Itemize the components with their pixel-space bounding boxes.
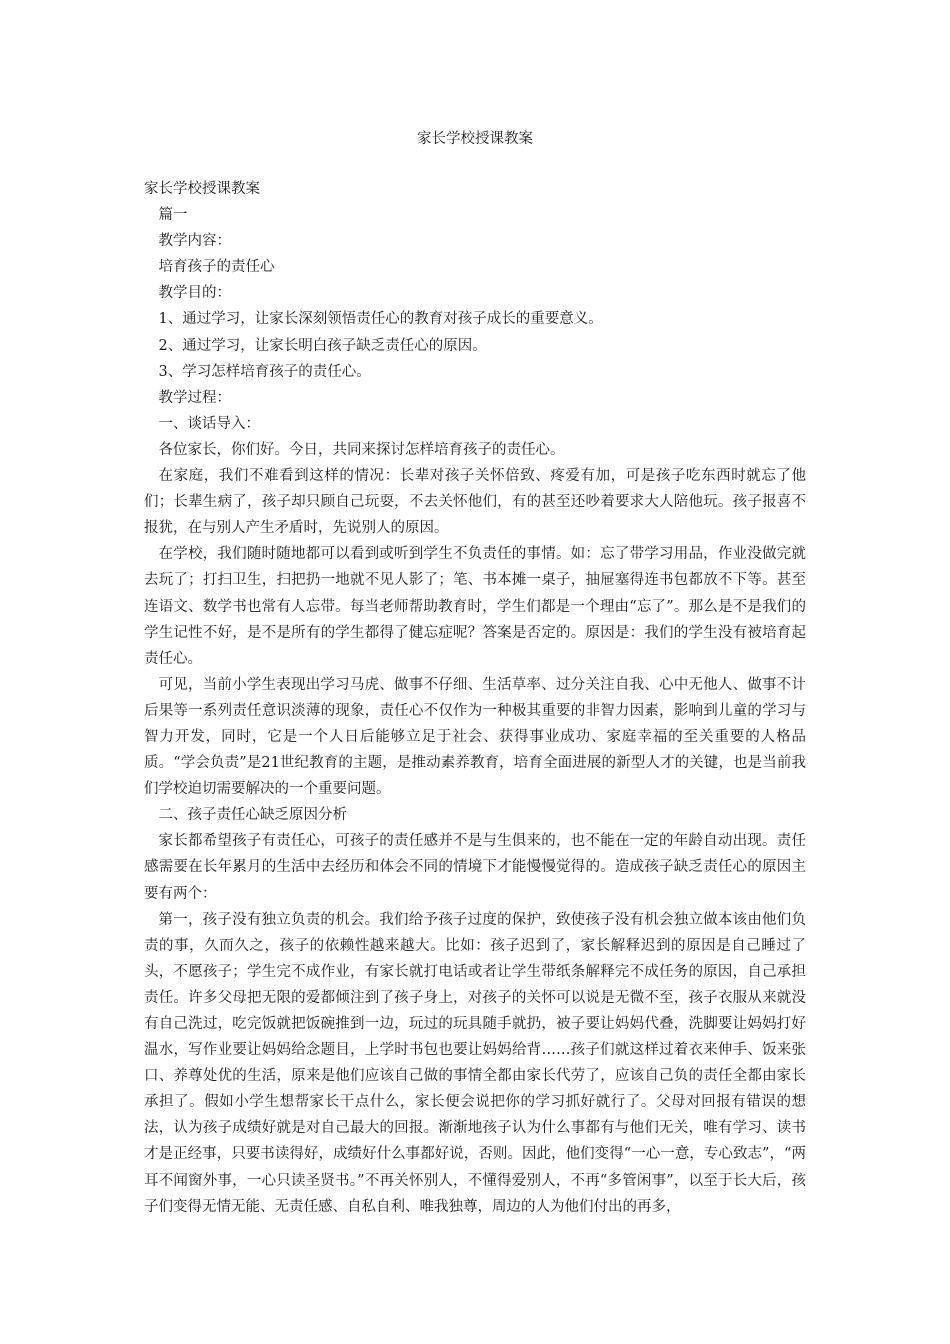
- paragraph: 2、通过学习，让家长明白孩子缺乏责任心的原因。: [158, 337, 487, 354]
- paragraph: 一、谈话导入：: [158, 415, 260, 432]
- paragraph: 3、学习怎样培育孩子的责任心。: [158, 363, 371, 380]
- paragraph: 篇一: [158, 207, 188, 224]
- paragraph: 教学目的：: [158, 285, 231, 302]
- paragraph: 二、孩子责任心缺乏原因分析: [158, 807, 347, 824]
- paragraph: 在家庭，我们不难看到这样的情况：长辈对孩子关怀倍致、疼爱有加，可是孩子吃东西时就忘了他们；长辈生病了，孩子却只顾自己玩耍，不去关怀他们，有的甚至还吵着要求大人陪他玩。孩子报喜不报犹，在与别人产生矛盾时，先说别人的原因。: [144, 468, 806, 537]
- paragraph: 各位家长，你们好。今日，共同来探讨怎样培育孩子的责任心。: [158, 441, 565, 458]
- paragraph: 在学校，我们随时随地都可以看到或听到学生不负责任的事情。如：忘了带学习用品，作业没做完就去玩了；打扫卫生，扫把扔一地就不见人影了；笔、书本摊一桌子，抽屉塞得连书包都放不下等。甚至连语文、数学书也常有人忘带。每当老师帮助教育时，学生们都是一个理由“忘了”。那么是不是我们的学生记性不好，是不是所有的学生都得了健忘症呢？答案是否定的。原因是：我们的学生没有被培育起责任心。: [144, 546, 806, 667]
- paragraph: 家长都希望孩子有责任心，可孩子的责任感并不是与生俱来的，也不能在一定的年龄自动出现。责任感需要在长年累月的生活中去经历和体会不同的情境下才能慢慢觉得的。造成孩子缺乏责任心的原因主要有两个：: [144, 833, 806, 902]
- paragraph: 1、通过学习，让家长深刻领悟责任心的教育对孩子成长的重要意义。: [158, 311, 603, 328]
- document-body: [144, 176, 806, 1220]
- paragraph: 第一，孩子没有独立负责的机会。我们给予孩子过度的保护，致使孩子没有机会独立做本该由他们负责的事，久而久之，孩子的依赖性越来越大。比如：孩子迟到了，家长解释迟到的原因是自己睡过了头，不愿孩子；学生完不成作业，有家长就打电话或者让学生带纸条解释完不成任务的原因，自己承担责任。许多父母把无限的爱都倾注到了孩子身上，对孩子的关怀可以说是无微不至，孩子衣服从来就没有自己洗过，吃完饭就把饭碗推到一边，玩过的玩具随手就扔，被子要让妈妈代叠，洗脚要让妈妈打好温水，写作业要让妈妈给念题目，上学时书包也要让妈妈给背……孩子们就这样过着衣来伸手、饭来张口、养尊处优的生活，原来是他们应该自己做的事情全都由家长代劳了，应该自己负的责任全都由家长承担了。假如小学生想帮家长干点什么，家长便会说把你的学习抓好就行了。父母对回报有错误的想法，认为孩子成绩好就是对自己最大的回报。渐渐地孩子认为什么事都有与他们无关，唯有学习、读书才是正经事，只要书读得好，成绩好什么事都好说，否则。因此，他们变得“一心一意，专心致志”，“两耳不闻窗外事，一心只读圣贤书。”不再关怀别人，不懂得爱别人，不再“多管闲事”，以至于长大后，孩子们变得无情无能、无责任感、自私自利、唯我独尊，周边的人为他们付出的再多，: [144, 911, 806, 1215]
- paragraph: 教学过程：: [158, 389, 231, 406]
- paragraph: 教学内容：: [158, 233, 231, 250]
- paragraph: 培育孩子的责任心: [158, 259, 275, 276]
- document-title: 家长学校授课教案: [417, 131, 533, 147]
- paragraph: 可见，当前小学生表现出学习马虎、做事不仔细、生活草率、过分关注自我、心中无他人、做事不计后果等一系列责任意识淡薄的现象，责任心不仅作为一种极其重要的非智力因素，影响到儿童的学习与智力开发，同时，它是一个人日后能够立足于社会、获得事业成功、家庭幸福的至关重要的人格品质。“学会负责”是21世纪教育的主题，是推动素养教育，培育全面进展的新型人才的关键，也是当前我们学校迫切需要解决的一个重要问题。: [144, 676, 806, 798]
- section-heading: 家长学校授课教案: [144, 181, 260, 197]
